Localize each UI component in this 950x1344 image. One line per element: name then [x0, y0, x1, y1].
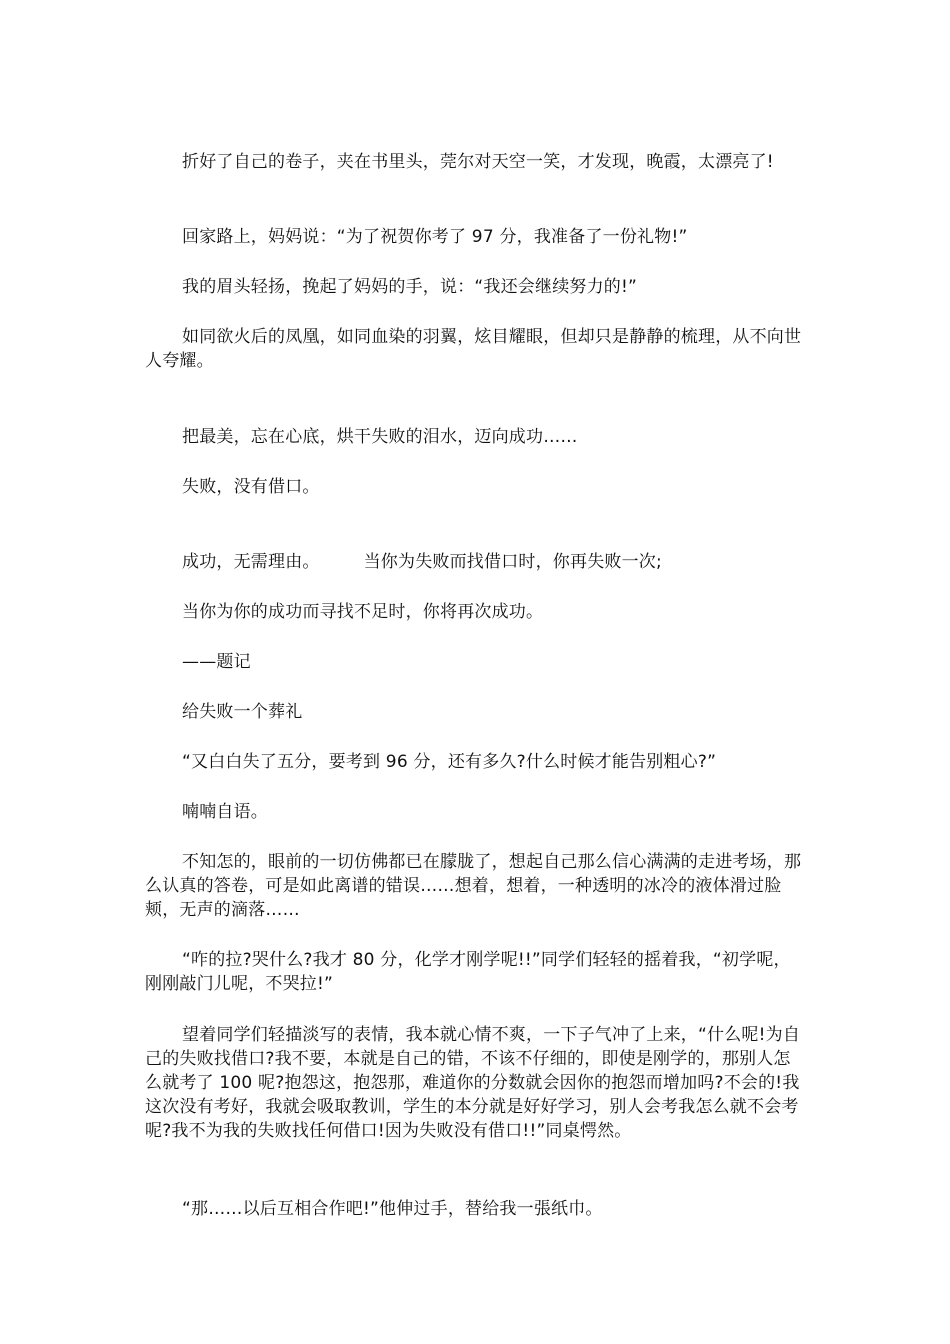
paragraph-way-home: 回家路上，妈妈说：“为了祝贺你考了 97 分，我准备了一份礼物!” — [182, 227, 688, 247]
paragraph-murmur: 喃喃自语。 — [182, 802, 268, 822]
paragraph-lost-points: “又白白失了五分，要考到 96 分，还有多久?什么时候才能告别粗心?” — [182, 752, 717, 772]
paragraph-tissue: “那……以后互相合作吧!”他伸过手，替给我一張纸巾。 — [182, 1199, 603, 1219]
paragraph-phoenix: 如同欲火后的凤凰，如同血染的羽翼，炫目耀眼，但却只是静静的梳理，从不向世人夸耀。 — [145, 327, 802, 371]
fail-again: 当你为失败而找借口时，你再失败一次; — [363, 552, 662, 572]
paragraph-succeed-again: 当你为你的成功而寻找不足时，你将再次成功。 — [182, 602, 544, 622]
paragraph-title: 给失败一个葬礼 — [182, 702, 303, 722]
paragraph-sunset: 折好了自己的卷子，夹在书里头，莞尔对天空一笑，才发现，晚霞，太漂亮了! — [182, 152, 774, 172]
paragraph-outburst: 望着同学们轻描淡写的表情，我本就心情不爽，一下子气冲了上来，“什么呢!为自己的失败找借口?我不要，本就是自己的错，不该不仔细的，即使是刚学的，那别人怎么就考了 100 呢?抱怨这，抱怨那，难道你的分数就会因你的抱怨而增加吗?不会的!我这次没有考好，我就会吸取教训，学生的本分就是好好学习，别人会考我怎么就不会考呢?我不为我的失败找任何借口!因为失败没有借口!!”同桌愕然。 — [145, 1025, 801, 1141]
paragraph-success-line — [145, 550, 805, 574]
paragraph-no-excuse: 失败，没有借口。 — [182, 477, 320, 497]
paragraph-epigraph-label: ——题记 — [182, 652, 251, 672]
success-no-reason: 成功，无需理由。 — [182, 552, 320, 572]
paragraph-tears: 不知怎的，眼前的一切仿佛都已在朦胧了，想起自己那么信心满满的走进考场，那么认真的答卷，可是如此离谱的错误……想着，想着，一种透明的冰冷的液体滑过脸颊，无声的滴落…… — [145, 852, 802, 920]
paragraph-eyebrows: 我的眉头轻扬，挽起了妈妈的手，说：“我还会继续努力的!” — [182, 277, 638, 297]
paragraph-forget-beauty: 把最美，忘在心底，烘干失败的泪水，迈向成功…… — [182, 427, 578, 447]
paragraph-classmates: “咋的拉?哭什么?我才 80 分，化学才刚学呢!!”同学们轻轻的摇着我，“初学呢，刚刚敲门儿呢，不哭拉!” — [145, 950, 791, 994]
